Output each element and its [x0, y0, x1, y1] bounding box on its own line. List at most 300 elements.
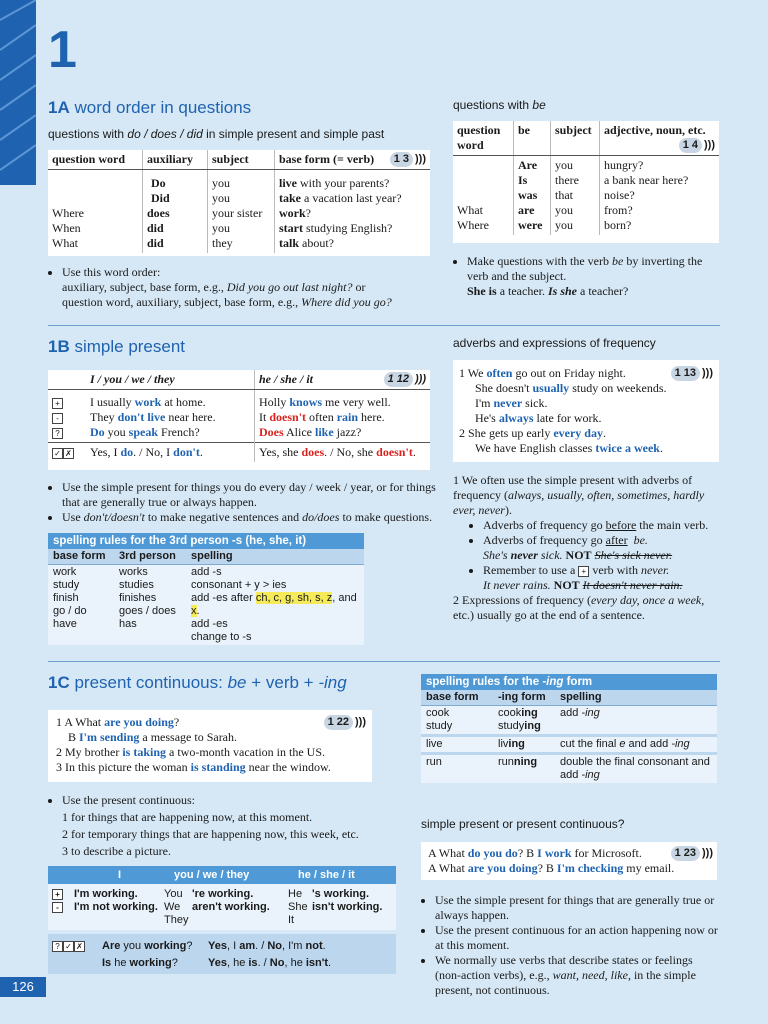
example-text: near the window. [245, 760, 331, 774]
cell-text: 's working. [312, 888, 370, 900]
cell-text: you [555, 218, 573, 232]
verb: work [279, 206, 306, 220]
short-answer-cell [86, 443, 255, 463]
be-section-title [453, 98, 546, 112]
section-code: 1B [48, 337, 70, 356]
table-row [48, 443, 430, 463]
cell-italic: -ing [671, 738, 690, 750]
table-row [48, 565, 364, 646]
cell-text: you [555, 158, 573, 172]
note-text: 2 Expressions of frequency ( [453, 593, 591, 607]
table-header: subject [208, 150, 275, 170]
cell-text: What [457, 203, 483, 217]
example-text: for Microsoft. [571, 846, 642, 860]
example-verb: I work [537, 846, 572, 860]
note-words: always, usually, often, sometimes, hardly ever, never [453, 488, 705, 517]
table-row [48, 934, 396, 974]
note-text: in the simple present, not continuous. [435, 968, 696, 997]
adverb: every day [553, 426, 603, 440]
note-text: or [352, 280, 366, 294]
table-header: 3rd person [119, 550, 176, 562]
audio-track: 1 22 [324, 715, 353, 730]
note-text: sick. [537, 548, 566, 562]
table-row [421, 736, 717, 754]
spelling-3rd-table [48, 549, 364, 645]
cell-text: Holly [259, 395, 290, 409]
example-text: . [659, 441, 663, 455]
speaker-icon: ))) [355, 716, 366, 728]
example-text: A What [428, 861, 468, 875]
cell-text: Are [518, 158, 538, 172]
header-text: base form (= verb) [279, 152, 375, 166]
adverb: twice a week [595, 441, 660, 455]
speaker-icon: ))) [415, 153, 426, 165]
present-continuous-uses [48, 792, 428, 860]
example-text: B [68, 730, 80, 744]
example-verb: is taking [122, 745, 167, 759]
cell-text: noise? [604, 188, 635, 202]
cell-text: have [53, 618, 77, 630]
verb: speak [128, 425, 159, 439]
spelling-table-title [421, 674, 717, 690]
cell-bold: is [248, 957, 258, 969]
verb: start [279, 221, 303, 235]
example-verb: is standing [190, 760, 246, 774]
cell-text: When [52, 221, 81, 235]
divider [48, 661, 720, 662]
cell-text: finishes [119, 592, 157, 604]
example-text: She doesn't [475, 381, 533, 395]
note-text: question word, auxiliary, subject, base form, e.g., [62, 295, 302, 309]
cell-text: . [199, 445, 203, 459]
cell-text: at home. [161, 395, 206, 409]
example-text: 1 A What [56, 715, 105, 729]
cell-bold: Is [102, 957, 112, 969]
frequency-example-box [453, 360, 719, 462]
note-words: want, need, like, [552, 968, 631, 982]
audio-marker[interactable] [671, 366, 713, 381]
section-1a-subtitle [48, 127, 384, 141]
audio-marker[interactable] [384, 372, 426, 387]
cell-bold: working [129, 957, 172, 969]
cell-text: , I [226, 940, 240, 952]
cell-text: isn't working. [312, 901, 383, 913]
cell-text: your sister [212, 206, 263, 220]
example-verb: I'm checking [556, 861, 624, 875]
section-title-text: simple present [74, 337, 186, 356]
cell-text: , he [226, 957, 249, 969]
highlighted-letters: x [191, 605, 197, 617]
cell-text: cut the final [560, 738, 620, 750]
note-struck: It doesn't never rain. [582, 578, 683, 592]
cell-text: add -es [191, 618, 228, 630]
subtitle-words: do / does / did [127, 127, 203, 141]
be-table-box [453, 121, 719, 243]
section-1b-title [48, 337, 185, 357]
table-row [48, 884, 396, 930]
section-code: 1C [48, 673, 70, 692]
cell-text: born? [604, 218, 632, 232]
audio-marker[interactable] [324, 715, 366, 730]
icon-cell [48, 443, 86, 463]
example-verb: are you doing [467, 861, 538, 875]
be-note [453, 254, 723, 299]
cell-text: , and [332, 592, 357, 604]
table-header: question word [48, 150, 143, 170]
be-cell [514, 156, 551, 236]
cell-italic: e [619, 738, 626, 750]
adverb: usually [532, 381, 570, 395]
cell-text: Where [52, 206, 84, 220]
plus-icon: + [52, 889, 63, 900]
short-answer-cell [255, 443, 431, 463]
cell-text: She [288, 901, 308, 913]
cell-text: run [498, 756, 514, 768]
verb: do [120, 445, 134, 459]
note-text: Use this word order: [62, 265, 161, 279]
note-bold: NOT [553, 578, 580, 592]
note-text: ). [504, 503, 512, 517]
note-text: It never rains. [483, 578, 551, 592]
table-header [255, 370, 431, 390]
frequency-title: adverbs and expressions of frequency [453, 336, 656, 350]
example-text: a message to Sarah. [139, 730, 238, 744]
cell-bold: am [239, 940, 256, 952]
spelling-ing-table [421, 690, 717, 783]
note-text: verb with [589, 563, 641, 577]
cell-text: with your parents? [297, 176, 390, 190]
example-text: A What [428, 846, 468, 860]
rule-cell [555, 736, 717, 754]
note-example: Where did you go? [301, 295, 392, 309]
section-title-text: word order in questions [74, 98, 252, 117]
table-header: you / we / they [174, 869, 250, 881]
note-word: be. [630, 533, 648, 547]
audio-track: 1 4 [679, 138, 702, 153]
verb: doesn't [376, 445, 413, 459]
verb: knows [289, 395, 323, 409]
table-header: subject [551, 121, 600, 156]
table-header [48, 370, 86, 390]
use-item: 3 to describe a picture. [62, 844, 171, 858]
cell-text: does [147, 206, 170, 220]
table-header: base form [426, 691, 479, 703]
cell-text: and add [625, 738, 672, 750]
base-cell [421, 706, 493, 736]
table-row [48, 390, 430, 443]
cell-italic: -ing [581, 707, 600, 719]
present-continuous-example-box [48, 710, 372, 782]
cell-text: goes / does [119, 605, 176, 617]
example-text: study on weekends. [569, 381, 667, 395]
note-item: • Use the simple present for things you do every day / week / year, or for things that are generally true or always happen. [62, 480, 443, 510]
cell-text: consonant + y > ies [191, 579, 287, 591]
table-header: -ing form [498, 691, 546, 703]
simple-present-table [48, 370, 430, 462]
cell-text: . / No, she [324, 445, 377, 459]
section-title-text: be [227, 673, 247, 692]
word-order-table-box [48, 150, 430, 256]
verb: rain [336, 410, 359, 424]
subtitle-word: be [532, 98, 546, 112]
cell-bold: isn't [305, 957, 329, 969]
verb: does [301, 445, 325, 459]
question-icon: ? [52, 941, 63, 952]
example-text: 1 We [459, 366, 487, 380]
audio-track: 1 13 [671, 366, 700, 381]
cell-text: a bank near here? [604, 173, 689, 187]
cell-bold: ing [524, 720, 541, 732]
example-text: ? [173, 715, 180, 729]
cell-text: They [164, 914, 189, 926]
cell-text: cook [498, 707, 522, 719]
divider [48, 325, 720, 326]
table-header [600, 121, 720, 156]
rule-cell [555, 706, 717, 736]
note-words: every day, once a week, [590, 593, 705, 607]
use-item: 2 for temporary things that are happening now, this week, etc. [62, 827, 359, 841]
verb: talk [279, 236, 300, 250]
cell-text: study [426, 720, 453, 732]
be-table [453, 121, 719, 235]
third-cell [114, 565, 186, 646]
cell-bold: No [269, 957, 285, 969]
example-bold: She is [467, 284, 497, 298]
note-word: be [611, 254, 624, 268]
cell-text: are [518, 203, 535, 217]
cell-bold: Yes [208, 957, 227, 969]
highlighted-letters: ch, c, g, sh, s, z [255, 592, 333, 604]
note-word: don't/doesn't [83, 510, 145, 524]
table-row [48, 170, 430, 254]
table-header: spelling [560, 691, 602, 703]
cell-text: ? [305, 206, 311, 220]
audio-marker[interactable] [671, 846, 713, 861]
cell-text: a vacation last year? [301, 191, 402, 205]
sp-vs-pc-title: simple present or present continuous? [421, 817, 625, 831]
table-header: question word [453, 121, 514, 156]
table-header: base form [53, 550, 106, 562]
question-word-cell [48, 170, 143, 254]
adverb: often [486, 366, 513, 380]
plus-icon: + [578, 566, 589, 577]
cell-text: What [52, 236, 78, 250]
cell-text: me very well. [322, 395, 391, 409]
cell-text: I'm working. [74, 888, 138, 900]
adverb: never [493, 396, 523, 410]
cell-text: you [120, 940, 145, 952]
note-struck: She's sick never. [594, 548, 673, 562]
cell-bold: Are [102, 940, 121, 952]
cell-text: go / do [53, 605, 87, 617]
note-text: Adverbs of frequency go [483, 533, 606, 547]
cell-text: you [104, 425, 129, 439]
use-item: 1 for things that are happening now, at this moment. [62, 810, 313, 824]
speaker-icon: ))) [702, 367, 713, 379]
verb: doesn't [269, 410, 307, 424]
cell-text: . [328, 957, 332, 969]
note-text: Use [62, 510, 84, 524]
minus-icon: - [52, 413, 63, 424]
example-verb: are you doing [104, 715, 174, 729]
page-number: 126 [12, 979, 34, 994]
note-item [435, 953, 721, 998]
cell-text: hungry? [604, 158, 644, 172]
cell-text: ? [171, 957, 178, 969]
note-item [62, 510, 443, 525]
table-header: he / she / it [298, 869, 355, 881]
note-text: She's [483, 548, 511, 562]
cell-text: study [53, 579, 80, 591]
note-text: auxiliary, subject, base form, e.g., [62, 280, 227, 294]
cell-text: Alice [283, 425, 315, 439]
cell-text: you [212, 191, 230, 205]
question-word-cell [453, 156, 514, 236]
table-header: I / you / we / they [86, 370, 255, 390]
cell-text: you [212, 176, 230, 190]
cell-text: . [412, 445, 416, 459]
verb: like [315, 425, 334, 439]
table-header [275, 150, 431, 170]
speaker-icon: ))) [704, 139, 715, 151]
note-text: 1 We often use the simple present with adverbs of frequency ( [453, 473, 693, 502]
note-text: Remember to use a [483, 563, 579, 577]
base-cell: live [426, 738, 443, 750]
example-bold: Is she [548, 284, 578, 298]
cell-text: change to -s [191, 631, 252, 643]
table-row [421, 706, 717, 736]
note-item [483, 533, 721, 563]
note-text: We normally use verbs that describe states or feelings (non-action verbs), e.g., [435, 953, 693, 982]
base-cell [48, 565, 114, 646]
cell-text: works [119, 566, 148, 578]
note-text: etc.) usually go at the end of a sentence. [453, 608, 645, 622]
cell-text: They [90, 410, 118, 424]
cell-text: studying English? [303, 221, 393, 235]
table-header: I [118, 869, 122, 881]
note-text: the main verb. [636, 518, 709, 532]
audio-marker[interactable] [390, 152, 426, 167]
cell-text: work [53, 566, 77, 578]
ing-cell [493, 754, 555, 784]
adverb: always [498, 411, 534, 425]
speaker-icon: ))) [415, 373, 426, 385]
cell-text: ? [186, 940, 193, 952]
cell-text: I'm not working. [74, 901, 158, 913]
cell-text: It [288, 914, 295, 926]
cell-text: was [518, 188, 538, 202]
minus-icon: - [52, 902, 63, 913]
table-row [421, 754, 717, 784]
example-text: my email. [623, 861, 675, 875]
frequency-notes [453, 473, 721, 623]
cell-italic: -ing [581, 769, 600, 781]
cell-bold: Yes [208, 940, 227, 952]
cell-text: Did [151, 191, 170, 205]
word-order-note [48, 265, 438, 310]
note-text: by inverting the verb and the subject. [467, 254, 703, 283]
be-example [453, 284, 723, 299]
note-bold: never [510, 548, 538, 562]
audio-track: 1 12 [384, 372, 413, 387]
example-text: late for work. [533, 411, 602, 425]
cell-text: add -es after [191, 592, 256, 604]
cell-bold: ing [508, 738, 525, 750]
cell-text: , he [284, 957, 306, 969]
cell-text: He [288, 888, 303, 900]
cell-text: aren't working. [192, 901, 270, 913]
section-title-text: present continuous: [74, 673, 228, 692]
note-word: do/does [302, 510, 340, 524]
cell-text: here. [358, 410, 385, 424]
header-text: he / she / it [259, 372, 314, 386]
pronoun-cell [86, 390, 255, 443]
cell-text: . / No, I [133, 445, 174, 459]
ing-cell [493, 736, 555, 754]
note-underlined: before [605, 518, 637, 532]
note-item: • Use the present continuous: [62, 792, 428, 809]
note-underlined: after [605, 533, 628, 547]
verb: Does [259, 425, 284, 439]
section-title-text: -ing [318, 673, 347, 692]
cell-bold: ing [521, 707, 538, 719]
note-word: never. [640, 563, 670, 577]
header-text: adjective, noun, etc. [604, 123, 706, 137]
example-text: 3 In this picture the woman [56, 760, 191, 774]
audio-marker[interactable] [679, 138, 715, 153]
cell-bold: not [305, 940, 323, 952]
cell-text: Do [151, 176, 166, 190]
cell-text: I usually [90, 395, 135, 409]
simple-present-table-box [48, 370, 430, 470]
spelling-table-title: spelling rules for the 3rd person -s (he, she, it) [48, 533, 364, 549]
note-text: to make negative sentences and [144, 510, 303, 524]
example-text: I'm [475, 396, 494, 410]
ing-cell [493, 706, 555, 736]
subtitle-text: questions with [48, 127, 128, 141]
cell-text: 're working. [192, 888, 254, 900]
cell-text: did [147, 236, 164, 250]
cell-bold: ning [513, 756, 538, 768]
spelling-3rd-person-box [48, 533, 364, 645]
title-text: -ing [542, 676, 564, 688]
example-text: go out on Friday night. [512, 366, 626, 380]
note-text: to make questions. [339, 510, 433, 524]
cell-text: finish [53, 592, 79, 604]
cell-text: they [212, 236, 233, 250]
cell-text: you [212, 221, 230, 235]
unit-number: 1 [48, 21, 77, 79]
page-number-tab [0, 977, 46, 997]
subject-cell [551, 156, 600, 236]
cell-text: We [164, 901, 181, 913]
cell-text: Yes, I [90, 445, 121, 459]
cell-text: about? [299, 236, 335, 250]
example-text: sick. [522, 396, 548, 410]
cell-text: . / [257, 957, 270, 969]
cross-icon: ✗ [74, 941, 85, 952]
cell-text: French? [158, 425, 200, 439]
subtitle-text: questions with [453, 98, 533, 112]
cell-text: liv [498, 738, 509, 750]
rule-cell [186, 565, 364, 646]
cell-text: has [119, 618, 137, 630]
example-text: ? B [537, 861, 557, 875]
verb: live [279, 176, 297, 190]
verb: work [134, 395, 162, 409]
cell-text: study [498, 720, 525, 732]
cell-text: there [555, 173, 579, 187]
